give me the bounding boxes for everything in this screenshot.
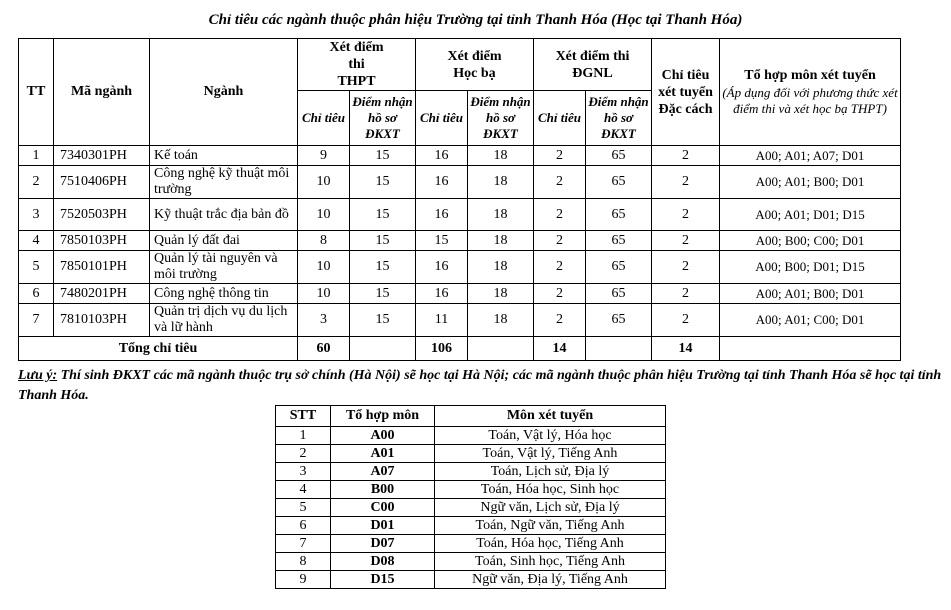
combo-code: A07 [331, 463, 435, 481]
special-quota: 2 [652, 304, 720, 337]
row-index: 6 [276, 517, 331, 535]
dgnl-quota: 2 [534, 231, 586, 251]
subject-list: Toán, Hóa học, Tiếng Anh [435, 535, 666, 553]
hocba-score: 18 [468, 199, 534, 231]
major-code: 7810103PH [54, 304, 150, 337]
table-row [276, 445, 666, 463]
row-index: 2 [276, 445, 331, 463]
table-row [276, 499, 666, 517]
combo-code: C00 [331, 499, 435, 517]
combo-list: A00; A01; B00; D01 [720, 166, 901, 199]
header-thpt: Xét điểm thi THPT [298, 39, 416, 91]
header-combo-note: (Áp dụng đối với phương thức xét điểm thi và xét học bạ THPT) [722, 85, 898, 116]
combo-list: A00; B00; C00; D01 [720, 231, 901, 251]
hocba-quota: 16 [416, 166, 468, 199]
header-score: Điểm nhận hồ sơ ĐKXT [586, 91, 652, 146]
row-index: 2 [19, 166, 54, 199]
dgnl-quota: 2 [534, 251, 586, 284]
hocba-score: 18 [468, 251, 534, 284]
thpt-score: 15 [350, 231, 416, 251]
row-index: 7 [19, 304, 54, 337]
header-hocba: Xét điểm Học bạ [416, 39, 534, 91]
subject-list: Toán, Sinh học, Tiếng Anh [435, 553, 666, 571]
thpt-quota: 8 [298, 231, 350, 251]
combo-list: A00; B00; D01; D15 [720, 251, 901, 284]
major-name: Công nghệ kỹ thuật môi trường [150, 166, 298, 199]
combo-list: A00; A01; A07; D01 [720, 146, 901, 166]
major-code: 7850101PH [54, 251, 150, 284]
total-thpt: 60 [298, 337, 350, 361]
header-code: Mã ngành [54, 39, 150, 146]
subject-list: Toán, Lịch sử, Địa lý [435, 463, 666, 481]
table-row [276, 571, 666, 589]
row-index: 1 [19, 146, 54, 166]
table-row [19, 146, 901, 166]
dgnl-quota: 2 [534, 199, 586, 231]
dgnl-quota: 2 [534, 166, 586, 199]
header-subjects: Môn xét tuyển [435, 406, 666, 427]
combo-code: D15 [331, 571, 435, 589]
combo-code: A01 [331, 445, 435, 463]
major-code: 7340301PH [54, 146, 150, 166]
row-index: 6 [19, 284, 54, 304]
note-text: Thí sinh ĐKXT các mã ngành thuộc trụ sở chính (Hà Nội) sẽ học tại Hà Nội; các mã ngành thuộc phân hiệu Trường tại tỉnh Thanh Hóa sẽ học tại tỉnh Thanh Hóa. [18, 368, 942, 403]
table-row [19, 304, 901, 337]
row-index: 5 [19, 251, 54, 284]
thpt-score: 15 [350, 166, 416, 199]
major-name: Kỹ thuật trắc địa bản đồ [150, 199, 298, 231]
table-row [276, 535, 666, 553]
hocba-quota: 15 [416, 231, 468, 251]
dgnl-score: 65 [586, 146, 652, 166]
row-index: 8 [276, 553, 331, 571]
dgnl-score: 65 [586, 199, 652, 231]
hocba-score: 18 [468, 166, 534, 199]
row-index: 1 [276, 427, 331, 445]
header-special: Chỉ tiêu xét tuyển Đặc cách [652, 39, 720, 146]
row-index: 7 [276, 535, 331, 553]
header-tt: TT [19, 39, 54, 146]
header-quota: Chỉ tiêu [416, 91, 468, 146]
major-code: 7480201PH [54, 284, 150, 304]
row-index: 5 [276, 499, 331, 517]
combo-list: A00; A01; C00; D01 [720, 304, 901, 337]
header-combo-title: Tổ hợp môn xét tuyển [744, 68, 876, 83]
dgnl-quota: 2 [534, 146, 586, 166]
thpt-quota: 3 [298, 304, 350, 337]
total-dgnl: 14 [534, 337, 586, 361]
header-combo-code: Tổ hợp môn [331, 406, 435, 427]
total-label: Tổng chỉ tiêu [19, 337, 298, 361]
dgnl-score: 65 [586, 166, 652, 199]
hocba-score: 18 [468, 284, 534, 304]
total-special: 14 [652, 337, 720, 361]
thpt-quota: 10 [298, 284, 350, 304]
dgnl-score: 65 [586, 251, 652, 284]
thpt-score: 15 [350, 251, 416, 284]
header-dgnl: Xét điểm thi ĐGNL [534, 39, 652, 91]
thpt-score: 15 [350, 199, 416, 231]
table-row [19, 251, 901, 284]
row-index: 9 [276, 571, 331, 589]
hocba-score: 18 [468, 146, 534, 166]
row-index: 3 [276, 463, 331, 481]
table-row [19, 284, 901, 304]
dgnl-quota: 2 [534, 304, 586, 337]
major-code: 7520503PH [54, 199, 150, 231]
hocba-quota: 11 [416, 304, 468, 337]
major-name: Công nghệ thông tin [150, 284, 298, 304]
special-quota: 2 [652, 166, 720, 199]
note-label: Lưu ý: [18, 368, 58, 383]
subject-list: Toán, Hóa học, Sinh học [435, 481, 666, 499]
header-score: Điểm nhận hồ sơ ĐKXT [468, 91, 534, 146]
header-score: Điểm nhận hồ sơ ĐKXT [350, 91, 416, 146]
major-name: Quản trị dịch vụ du lịch và lữ hành [150, 304, 298, 337]
subject-list: Toán, Vật lý, Hóa học [435, 427, 666, 445]
combo-code: A00 [331, 427, 435, 445]
header-quota: Chỉ tiêu [534, 91, 586, 146]
subject-list: Ngữ văn, Lịch sử, Địa lý [435, 499, 666, 517]
dgnl-score: 65 [586, 304, 652, 337]
hocba-quota: 16 [416, 284, 468, 304]
hocba-quota: 16 [416, 251, 468, 284]
admission-quota-table [18, 38, 901, 361]
combo-code: B00 [331, 481, 435, 499]
total-hocba: 106 [416, 337, 468, 361]
header-major: Ngành [150, 39, 298, 146]
table-row [276, 517, 666, 535]
dgnl-score: 65 [586, 284, 652, 304]
subject-combination-table [275, 405, 666, 589]
table-row [276, 481, 666, 499]
special-quota: 2 [652, 251, 720, 284]
table-row [19, 166, 901, 199]
combo-list: A00; A01; B00; D01 [720, 284, 901, 304]
subject-list: Toán, Vật lý, Tiếng Anh [435, 445, 666, 463]
major-code: 7850103PH [54, 231, 150, 251]
major-name: Quản lý tài nguyên và môi trường [150, 251, 298, 284]
special-quota: 2 [652, 199, 720, 231]
row-index: 3 [19, 199, 54, 231]
major-name: Quản lý đất đai [150, 231, 298, 251]
table-row [19, 231, 901, 251]
combo-code: D07 [331, 535, 435, 553]
major-name: Kế toán [150, 146, 298, 166]
hocba-score: 18 [468, 231, 534, 251]
thpt-quota: 10 [298, 199, 350, 231]
combo-code: D08 [331, 553, 435, 571]
table-row [276, 553, 666, 571]
row-index: 4 [276, 481, 331, 499]
thpt-quota: 9 [298, 146, 350, 166]
table-row [276, 463, 666, 481]
dgnl-score: 65 [586, 231, 652, 251]
row-index: 4 [19, 231, 54, 251]
header-combo [720, 39, 901, 146]
special-quota: 2 [652, 146, 720, 166]
header-quota: Chỉ tiêu [298, 91, 350, 146]
page-title: Chỉ tiêu các ngành thuộc phân hiệu Trường tại tỉnh Thanh Hóa (Học tại Thanh Hóa) [208, 12, 743, 28]
header-stt: STT [276, 406, 331, 427]
hocba-quota: 16 [416, 199, 468, 231]
combo-code: D01 [331, 517, 435, 535]
thpt-score: 15 [350, 146, 416, 166]
total-row [19, 337, 901, 361]
thpt-quota: 10 [298, 166, 350, 199]
special-quota: 2 [652, 284, 720, 304]
major-code: 7510406PH [54, 166, 150, 199]
dgnl-quota: 2 [534, 284, 586, 304]
special-quota: 2 [652, 231, 720, 251]
combo-list: A00; A01; D01; D15 [720, 199, 901, 231]
table-row [276, 427, 666, 445]
thpt-score: 15 [350, 284, 416, 304]
thpt-quota: 10 [298, 251, 350, 284]
table-row [19, 199, 901, 231]
thpt-score: 15 [350, 304, 416, 337]
note [18, 366, 944, 406]
hocba-quota: 16 [416, 146, 468, 166]
hocba-score: 18 [468, 304, 534, 337]
subject-list: Ngữ văn, Địa lý, Tiếng Anh [435, 571, 666, 589]
subject-list: Toán, Ngữ văn, Tiếng Anh [435, 517, 666, 535]
